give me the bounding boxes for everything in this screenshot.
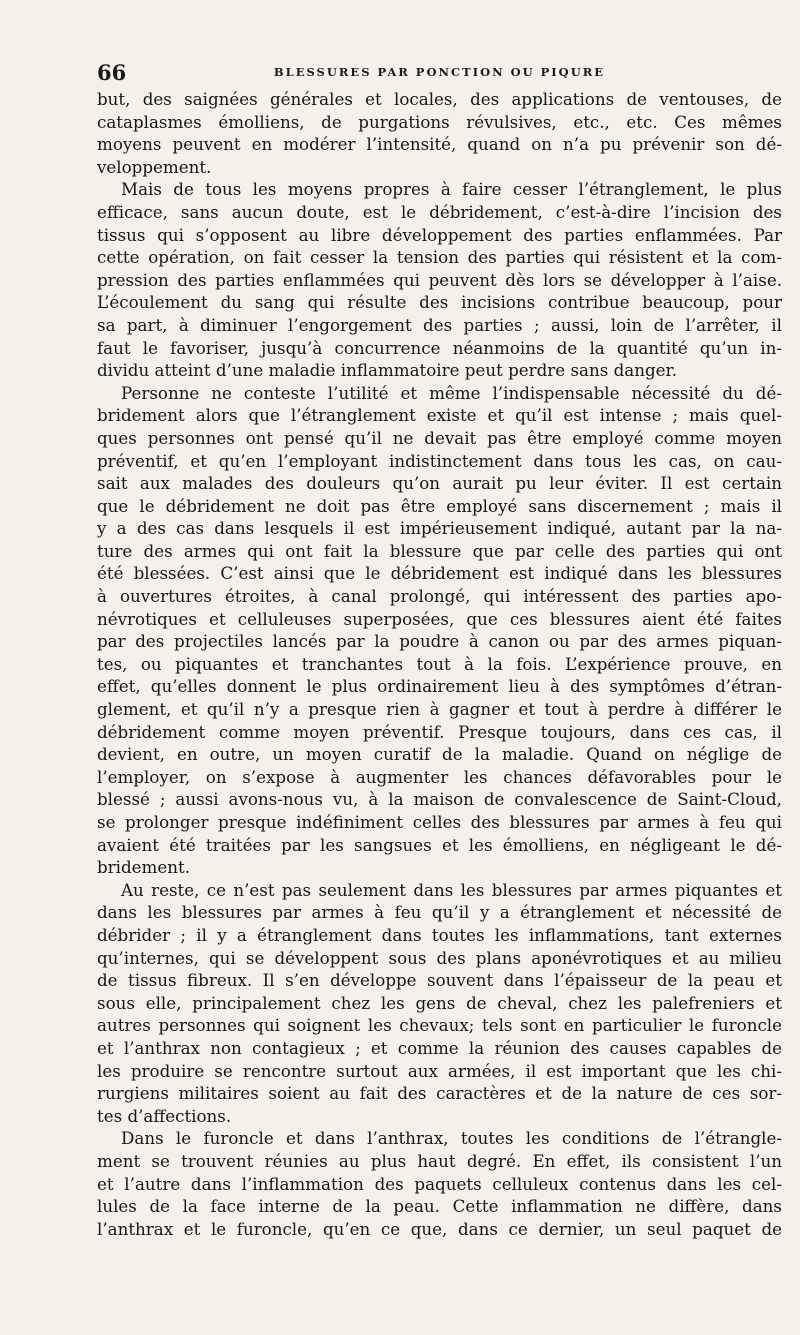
text-line: L’écoulement du sang qui résulte des incisions contribue beaucoup, pour xyxy=(97,292,782,313)
text-line: sait aux malades des douleurs qu’on aurait pu leur éviter. Il est certain xyxy=(97,473,782,494)
text-line: débrider ; il y a étranglement dans toutes les inflammations, tant externes xyxy=(97,924,782,945)
text-line: avaient été traitées par les sangsues et les émolliens, en négligeant le dé- xyxy=(97,834,782,855)
text-line: débridement comme moyen préventif. Presque toujours, dans ces cas, il xyxy=(97,721,782,742)
text-line: ques personnes ont pensé qu’il ne devait pas être employé comme moyen xyxy=(97,427,782,448)
text-line: de tissus fibreux. Il s’en développe souvent dans l’épaisseur de la peau et xyxy=(97,970,782,991)
text-line: par des projectiles lancés par la poudre à canon ou par des armes piquan- xyxy=(97,631,782,652)
text-line: névrotiques et celluleuses superposées, que ces blessures aient été faites xyxy=(97,608,782,629)
text-line: bridement. xyxy=(97,857,191,878)
text-line: blessé ; aussi avons-nous vu, à la maison de convalescence de Saint-Cloud, xyxy=(97,789,782,810)
text-line: veloppement. xyxy=(97,156,212,177)
text-line: autres personnes qui soignent les chevaux; tels sont en particulier le furoncle xyxy=(97,1015,782,1036)
text-line: dividu atteint d’une maladie inflammatoire peut perdre sans danger. xyxy=(97,360,677,381)
text-line: rurgiens militaires soient au fait des caractères et de la nature de ces sor- xyxy=(97,1083,782,1104)
text-line: lules de la face interne de la peau. Cette inflammation ne diffère, dans xyxy=(97,1196,782,1217)
text-line: cette opération, on fait cesser la tension des parties qui résistent et la com- xyxy=(97,247,782,268)
text-line: et l’autre dans l’inflammation des paquets celluleux contenus dans les cel- xyxy=(97,1173,782,1194)
body-text xyxy=(97,88,782,1240)
text-line: Personne ne conteste l’utilité et même l’indispensable nécessité du dé- xyxy=(121,382,782,403)
text-line: devient, en outre, un moyen curatif de la maladie. Quand on néglige de xyxy=(97,744,782,765)
text-line: été blessées. C’est ainsi que le débridement est indiqué dans les blessures xyxy=(97,563,782,584)
paragraph xyxy=(97,1127,782,1240)
text-line: ture des armes qui ont fait la blessure que par celle des parties qui ont xyxy=(97,540,782,561)
paragraph xyxy=(97,382,782,879)
text-line: se prolonger presque indéfiniment celles des blessures par armes à feu qui xyxy=(97,812,782,832)
text-line: sous elle, principalement chez les gens de cheval, chez les palefreniers et xyxy=(97,992,782,1013)
page-number: 66 xyxy=(97,60,127,85)
text-line: y a des cas dans lesquels il est impérieusement indiqué, autant par la na- xyxy=(97,518,782,539)
text-line: dans les blessures par armes à feu qu’il y a étranglement et nécessité de xyxy=(97,902,782,923)
text-line: qu’internes, qui se développent sous des plans aponévrotiques et au milieu xyxy=(97,947,782,968)
page-header xyxy=(97,60,782,90)
text-line: effet, qu’elles donnent le plus ordinairement lieu à des symptômes d’étran- xyxy=(97,676,782,697)
text-line: l’anthrax et le furoncle, qu’en ce que, dans ce dernier, un seul paquet de xyxy=(97,1218,782,1239)
text-line: sa part, à diminuer l’engorgement des parties ; aussi, loin de l’arrêter, il xyxy=(97,314,782,335)
text-line: efficace, sans aucun doute, est le débridement, c’est-à-dire l’incision des xyxy=(97,201,782,222)
text-line: cataplasmes émolliens, de purgations révulsives, etc., etc. Ces mêmes xyxy=(97,111,782,132)
running-head: BLESSURES PAR PONCTION OU PIQURE xyxy=(273,65,606,79)
text-line: l’employer, on s’expose à augmenter les chances défavorables pour le xyxy=(97,766,782,787)
text-line: glement, et qu’il n’y a presque rien à gagner et tout à perdre à différer le xyxy=(97,699,782,720)
text-line: moyens peuvent en modérer l’intensité, quand on n’a pu prévenir son dé- xyxy=(97,134,782,155)
text-line: tes, ou piquantes et tranchantes tout à la fois. L’expérience prouve, en xyxy=(97,653,782,674)
paragraph xyxy=(97,88,782,178)
text-line: bridement alors que l’étranglement existe et qu’il est intense ; mais quel- xyxy=(97,405,782,426)
text-line: pression des parties enflammées qui peuvent dès lors se développer à l’aise. xyxy=(97,269,782,290)
text-line: tissus qui s’opposent au libre développement des parties enflammées. Par xyxy=(97,224,782,245)
text-line: que le débridement ne doit pas être employé sans discernement ; mais il xyxy=(97,495,782,516)
text-line: tes d’affections. xyxy=(97,1105,232,1126)
text-line: but, des saignées générales et locales, des applications de ventouses, de xyxy=(97,89,782,109)
text-line: Au reste, ce n’est pas seulement dans les blessures par armes piquantes et xyxy=(121,879,782,900)
text-line: les produire se rencontre surtout aux armées, il est important que les chi- xyxy=(97,1060,782,1081)
paragraph xyxy=(97,178,782,381)
text-line: préventif, et qu’en l’employant indistinctement dans tous les cas, on cau- xyxy=(97,450,782,471)
text-line: à ouvertures étroites, à canal prolongé, qui intéressent des parties apo- xyxy=(97,586,782,607)
text-line: et l’anthrax non contagieux ; et comme la réunion des causes capables de xyxy=(97,1037,782,1058)
text-line: ment se trouvent réunies au plus haut degré. En effet, ils consistent l’un xyxy=(97,1150,782,1171)
text-line: Dans le furoncle et dans l’anthrax, toutes les conditions de l’étrangle- xyxy=(121,1128,782,1149)
text-line: faut le favoriser, jusqu’à concurrence néanmoins de la quantité qu’un in- xyxy=(97,337,782,358)
paragraph xyxy=(97,879,782,1128)
text-line: Mais de tous les moyens propres à faire cesser l’étranglement, le plus xyxy=(121,179,782,200)
